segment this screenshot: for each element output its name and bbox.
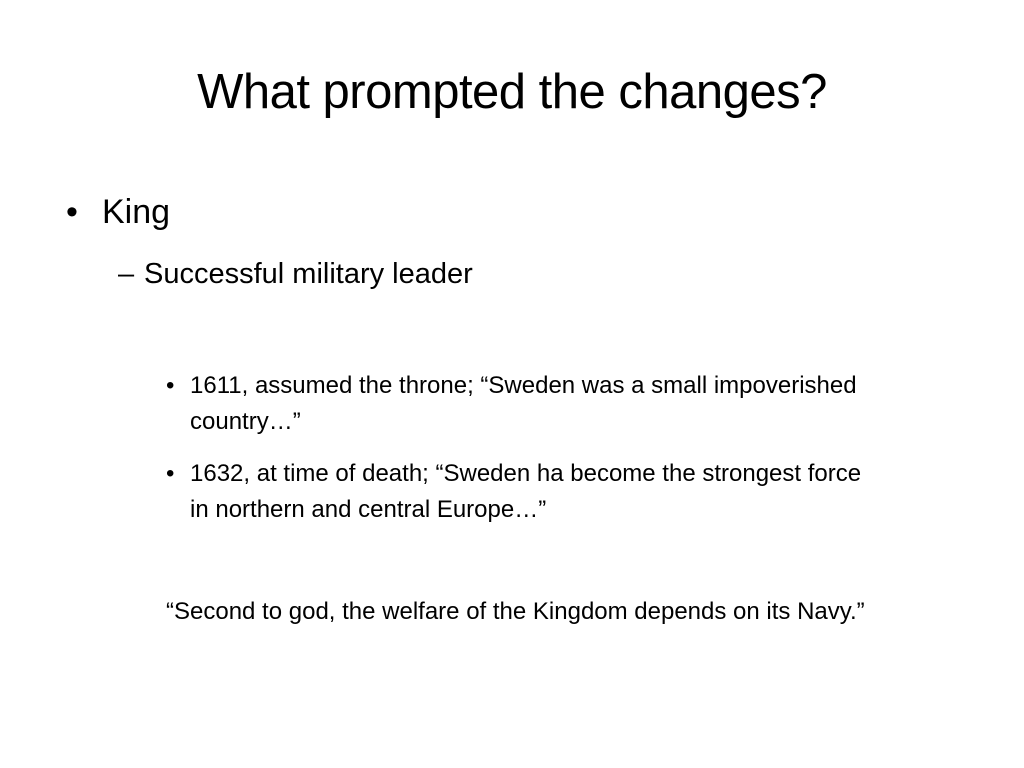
bullet-icon: • (166, 372, 175, 399)
sub-bullet-item-military-leader (118, 254, 473, 294)
navy-quote: “Second to god, the welfare of the Kingdom depends on its Navy.” (166, 598, 865, 625)
detail-bullet-item-1611 (166, 368, 886, 440)
bullet-icon: • (66, 193, 78, 231)
dash-icon: – (118, 258, 135, 290)
sub-bullet-text: Successful military leader (144, 258, 473, 290)
detail-bullet-text: 1632, at time of death; “Sweden ha become the strongest force in northern and central Europe…” (190, 460, 862, 523)
bullet-item-king (66, 190, 170, 234)
bullet-text: King (102, 193, 171, 231)
detail-bullet-text: 1611, assumed the throne; “Sweden was a small impoverished country…” (190, 372, 857, 435)
slide-title: What prompted the changes? (197, 65, 827, 119)
detail-bullet-item-1632 (166, 456, 886, 528)
bullet-icon: • (166, 460, 175, 487)
